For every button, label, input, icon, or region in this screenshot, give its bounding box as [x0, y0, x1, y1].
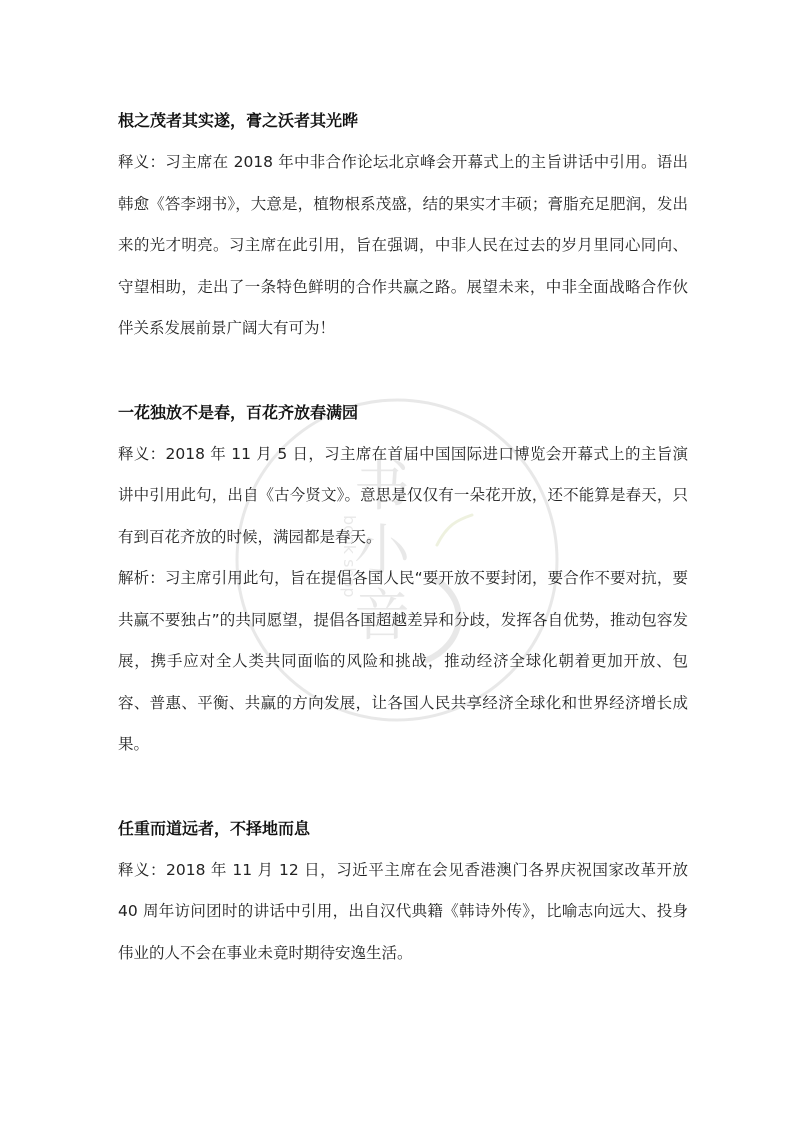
watermark-subtext: book shop — [340, 515, 359, 598]
quote-heading: 根之茂者其实遂，膏之沃者其光晔 — [118, 111, 359, 130]
document-content — [118, 100, 688, 974]
watermark-char-2: 小 — [354, 519, 410, 584]
explanation-paragraph: 释义：习主席在 2018 年中非合作论坛北京峰会开幕式上的主旨讲话中引用。语出韩愈《答李翊书》，大意是，植物根系茂盛，结的果实才丰硕；膏脂充足肥润，发出来的光才明亮。习主席在此引用，旨在强调，中非人民在过去的岁月里同心同向、守望相助，走出了一条特色鲜明的合作共赢之路。展望未来，中非全面战略合作伙伴关系发展前景广阔大有可为！ — [118, 153, 688, 337]
quote-heading: 任重而道远者，不择地而息 — [118, 818, 311, 838]
quote-section-2 — [118, 392, 688, 766]
analysis-paragraph: 解析：习主席引用此句，旨在提倡各国人民“要开放不要封闭，要合作不要对抗，要共赢不要独占”的共同愿望，提倡各国超越差异和分歧，发挥各自优势，推动包容发展，携手应对全人类共同面临的风险和挑战，推动经济全球化朝着更加开放、包容、普惠、平衡、共赢的方向发展，让各国人民共享经济全球化和世界经济增长成果。 — [118, 569, 688, 753]
watermark-char-3: 音 — [354, 584, 410, 649]
explanation-paragraph: 释义：2018 年 11 月 5 日，习主席在首届中国国际进口博览会开幕式上的主旨演讲中引用此句，出自《古今贤文》。意思是仅仅有一朵花开放，还不能算是春天，只有到百花齐放的时候，满园都是春天。 — [118, 444, 688, 546]
watermark-char-1: 书 — [354, 454, 410, 519]
quote-section-1 — [118, 100, 688, 350]
explanation-paragraph: 释义：2018 年 11 月 12 日，习近平主席在会见香港澳门各界庆祝国家改革开放 40 周年访问团时的讲话中引用，出自汉代典籍《韩诗外传》，比喻志向远大、投身伟业的人不会在事业未竟时期待安逸生活。 — [118, 860, 688, 962]
quote-section-3 — [118, 808, 688, 975]
quote-heading: 一花独放不是春，百花齐放春满园 — [118, 402, 359, 422]
